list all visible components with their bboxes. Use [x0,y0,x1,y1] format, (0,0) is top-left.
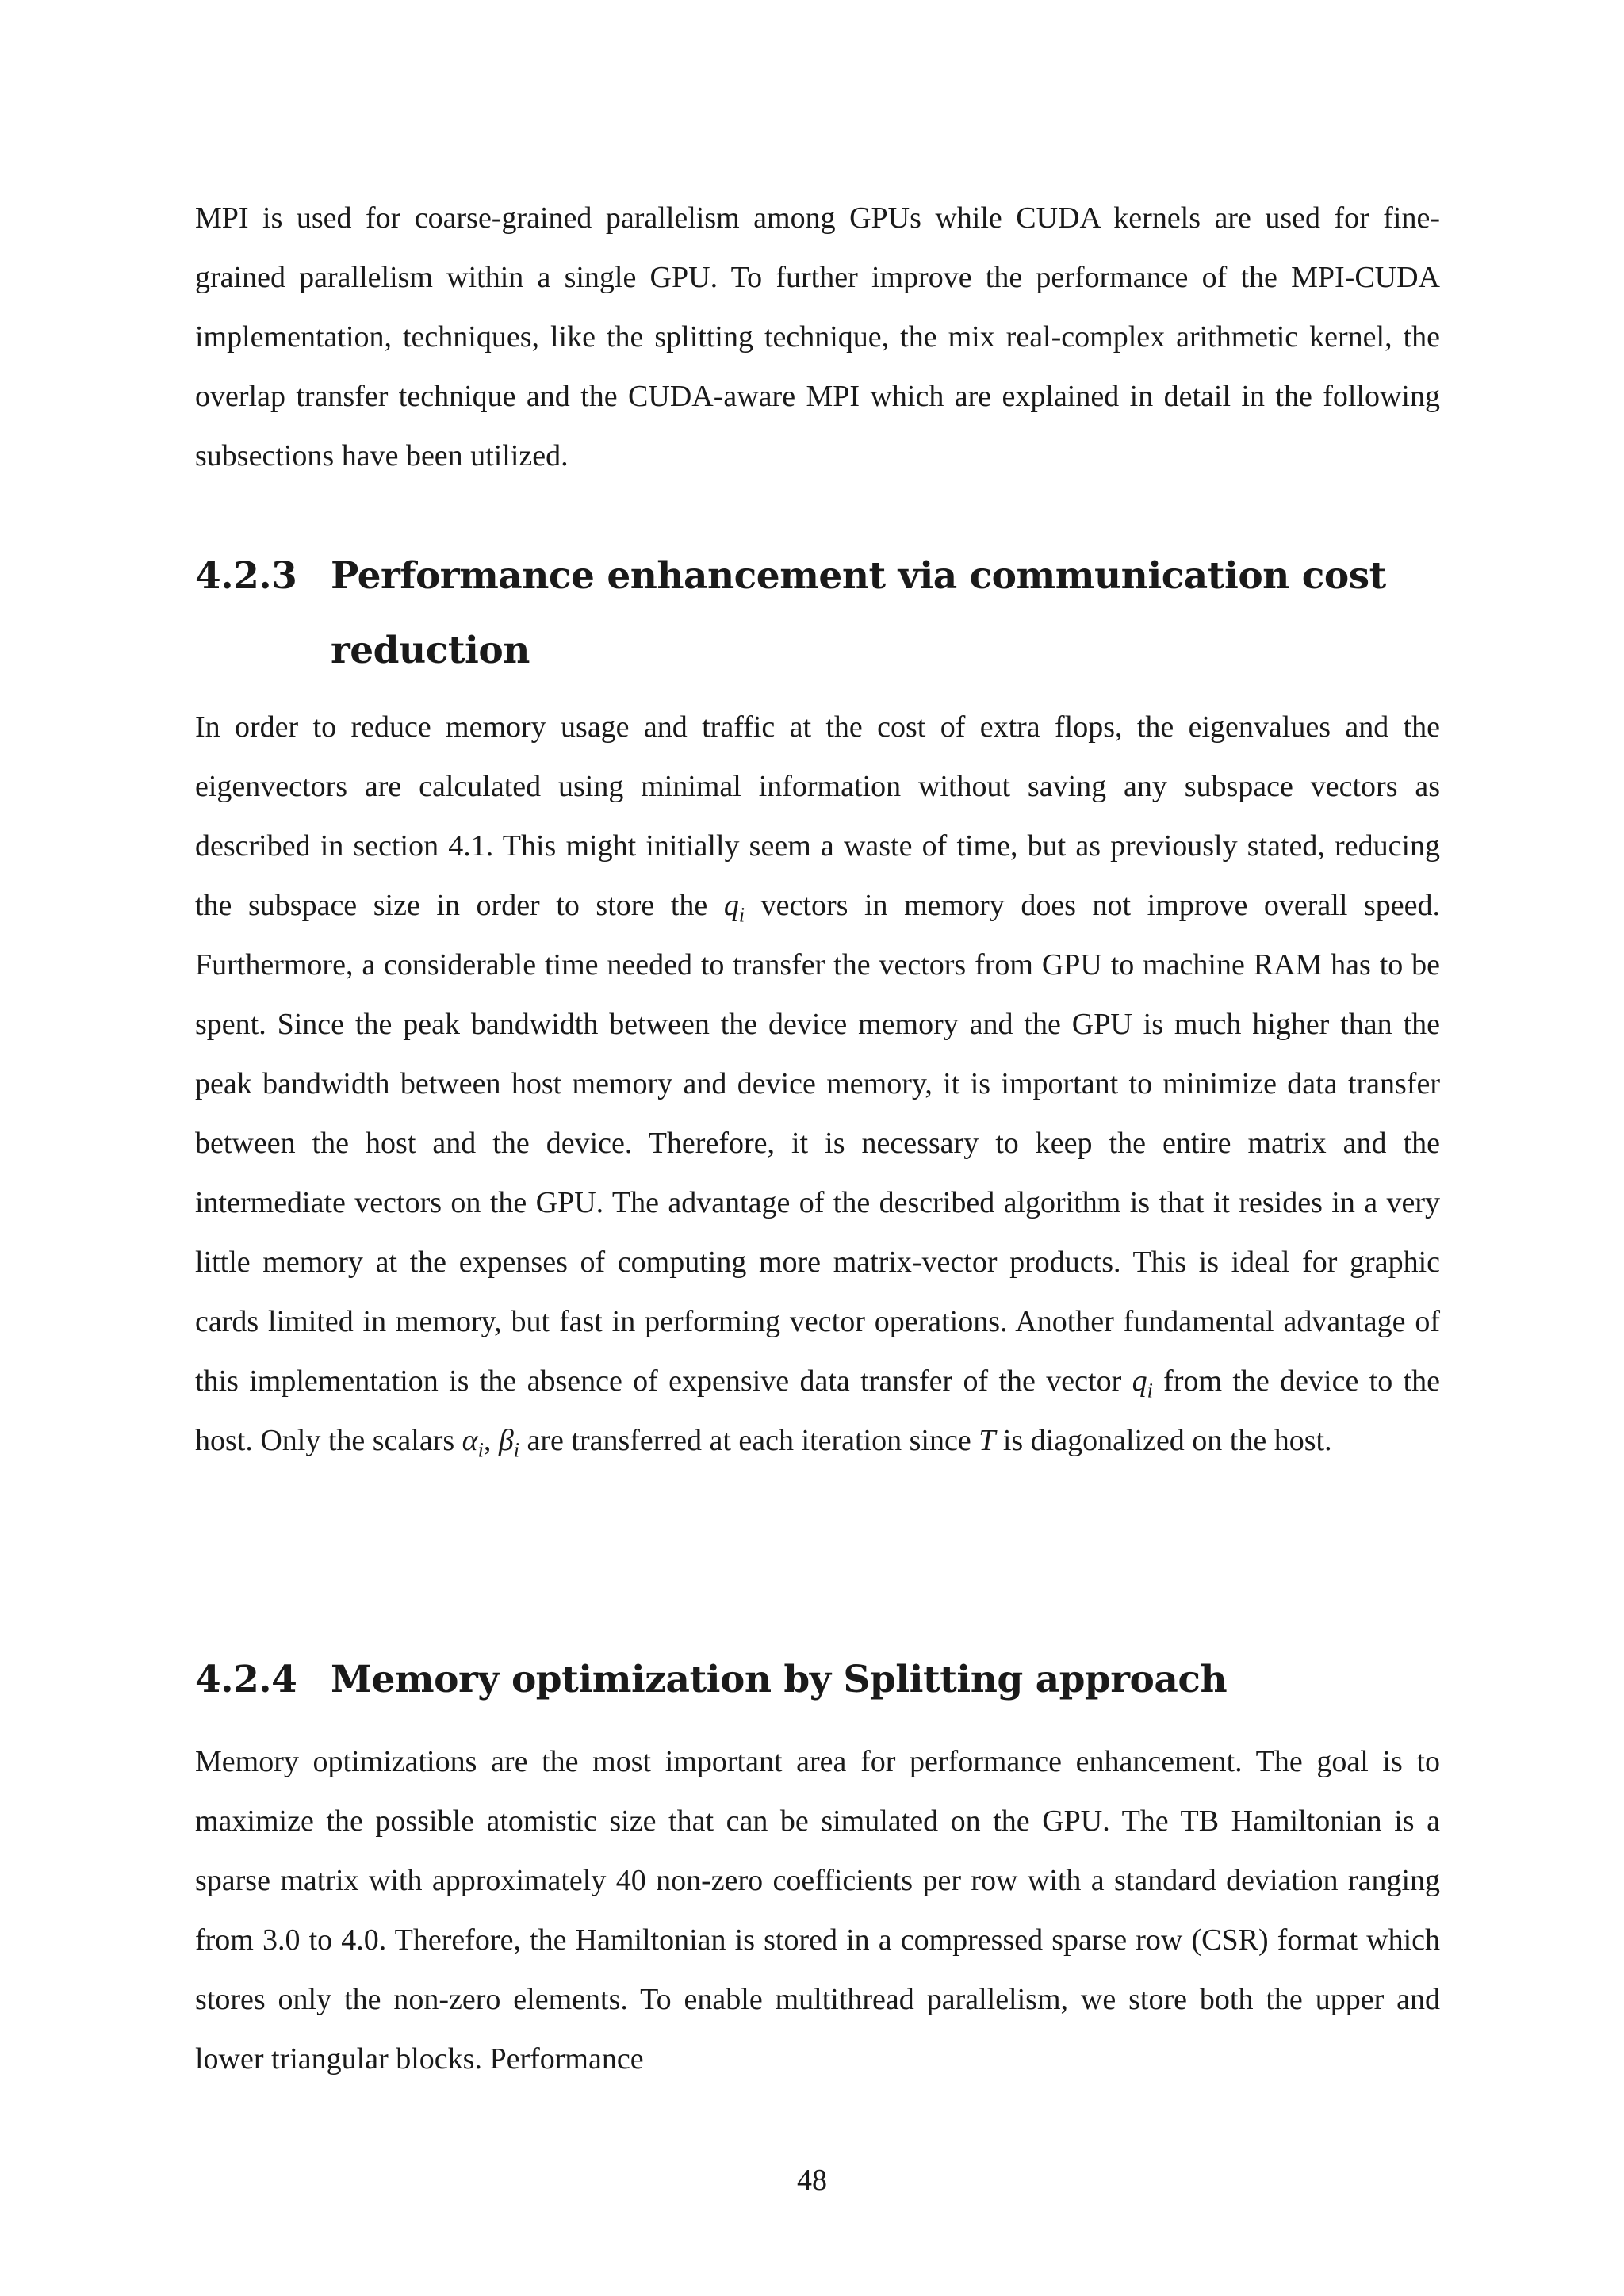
section-heading-4-2-3 [195,539,1440,688]
paragraph-text: are transferred at each iteration since [519,1424,979,1457]
math-alpha: α [462,1424,478,1457]
math-beta: β [498,1424,514,1457]
paragraph-text: vectors in memory does not improve overall speed. Furthermore, a considerable time needed to transfer the vectors from GPU to machine RAM has to be spent. Since the peak bandwidth between the device memory and the GPU is much higher than the peak bandwidth between host memory and device memory, it is important to minimize data transfer between the host and the device. Therefore, it is necessary to keep the entire matrix and the intermediate vectors on the GPU. The advantage of the described algorithm is that it resides in a very little memory at the expenses of computing more matrix-vector products. This is ideal for graphic cards limited in memory, but fast in performing vector operations. Another fundamental advantage of this implementation is the absence of expensive data transfer of the vector [195,889,1440,1398]
section-number: 4.2.3 [195,554,297,598]
section-number: 4.2.4 [195,1658,297,1701]
paragraph-text: from the device to the host. Only the scalars [195,1364,1440,1457]
section-heading-4-2-4 [195,1643,1440,1717]
page-number: 48 [797,2164,827,2197]
math-q: q [1132,1364,1147,1398]
math-q: q [723,889,739,922]
paragraph-communication [195,698,1440,1471]
paragraph-memory: Memory optimizations are the most important area for performance enhancement. The goal is to maximize the possible atomistic size that can be simulated on the GPU. The TB Hamiltonian is a sparse matrix with approximately 40 non-zero coefficients per row with a standard deviation ranging from 3.0 to 4.0. Therefore, the Hamiltonian is stored in a compressed sparse row (CSR) format which stores only the non-zero elements. To enable multithread parallelism, we store both the upper and lower triangular blocks. Performance [195,1745,1440,2076]
math-T: T [979,1424,996,1457]
section-title-line1: Performance enhancement via communication cost [331,554,1386,598]
math-subscript-i: i [1147,1379,1153,1402]
math-separator: , [483,1424,499,1457]
section-title: Memory optimization by Splitting approach [331,1658,1228,1701]
section-title-line2: reduction [331,629,530,672]
paragraph-intro: MPI is used for coarse-grained parallelism among GPUs while CUDA kernels are used for fine-grained parallelism within a single GPU. To further improve the performance of the MPI-CUDA implementation, techniques, like the splitting technique, the mix real-complex arithmetic kernel, the overlap transfer technique and the CUDA-aware MPI which are explained in detail in the following subsections have been utilized. [195,201,1440,473]
math-subscript-i: i [738,903,745,927]
paragraph-text: In order to reduce memory usage and traffic at the cost of extra flops, the eigenvalues and the eigenvectors are calculated using minimal information without saving any subspace vectors as described in section 4.1. This might initially seem a waste of time, but as previously stated, reducing the subspace size in order to store the [195,710,1440,922]
math-subscript-i: i [513,1438,520,1462]
paragraph-text: is diagonalized on the host. [995,1424,1332,1457]
math-subscript-i: i [477,1438,484,1462]
